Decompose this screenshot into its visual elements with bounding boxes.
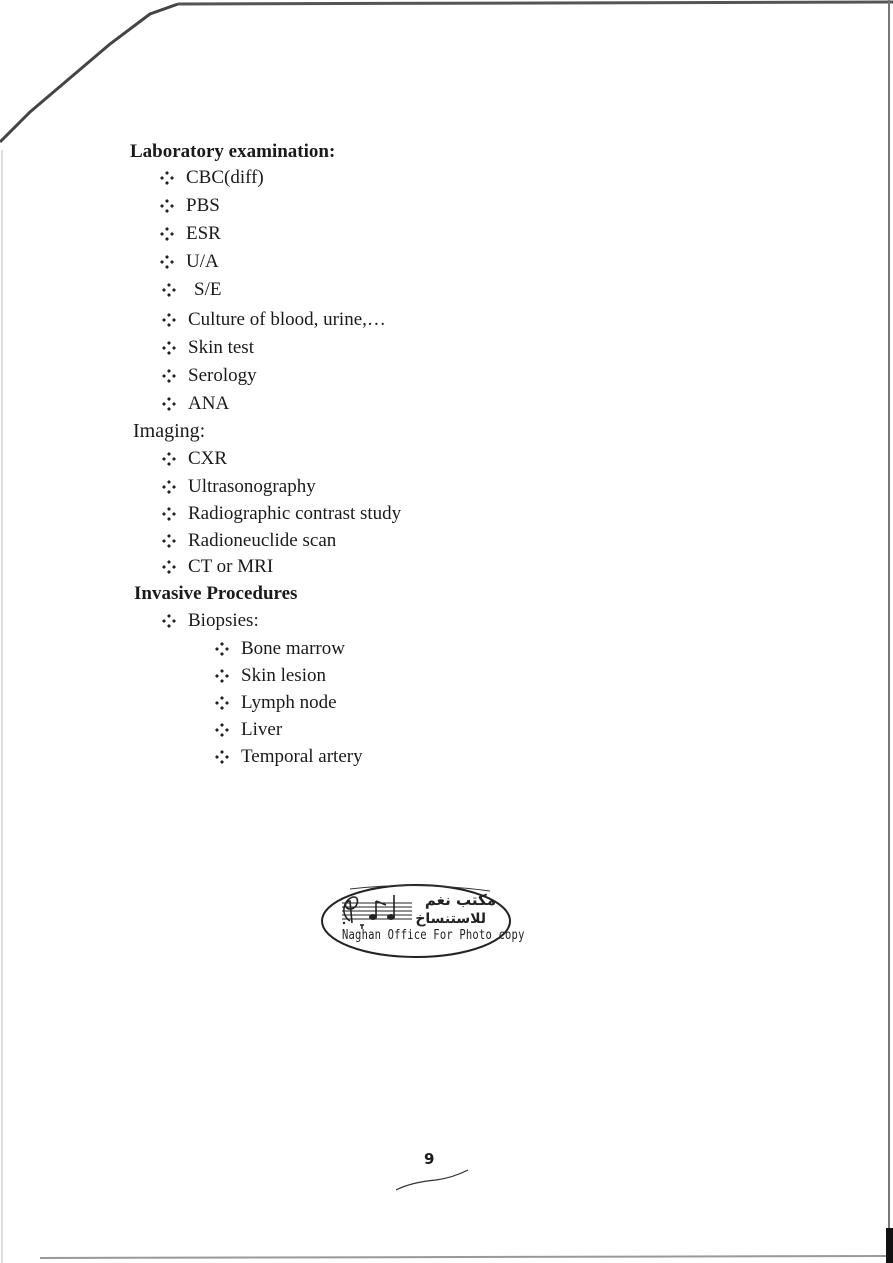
section-heading-laboratory: Laboratory examination:: [130, 141, 336, 162]
list-item: [162, 502, 401, 526]
list-item-label: CXR: [188, 448, 228, 469]
list-item: [162, 308, 386, 332]
list-item: [162, 555, 273, 579]
sub-list-item: [215, 664, 326, 688]
list-item-label: Serology: [188, 365, 257, 386]
four-diamond-bullet-icon: [215, 669, 229, 683]
four-diamond-bullet-icon: [162, 313, 176, 327]
photocopy-office-stamp: [320, 883, 525, 959]
list-item-label: Radioneuclide scan: [188, 530, 337, 551]
list-item: [160, 222, 221, 246]
section-heading-imaging: Imaging:: [133, 420, 206, 442]
list-item-label: ANA: [188, 393, 230, 414]
list-item-label: Skin test: [188, 337, 254, 358]
four-diamond-bullet-icon: [162, 369, 176, 383]
list-item-label: U/A: [186, 251, 219, 272]
page-number: 9: [424, 1150, 435, 1168]
four-diamond-bullet-icon: [162, 560, 176, 574]
four-diamond-bullet-icon: [215, 696, 229, 710]
four-diamond-bullet-icon: [160, 171, 174, 185]
svg-text:مكتب نغم: مكتب نغم: [424, 891, 496, 909]
list-item: [162, 364, 257, 388]
four-diamond-bullet-icon: [162, 614, 176, 628]
sub-list-item-label: Bone marrow: [241, 638, 345, 659]
list-item: [162, 475, 316, 499]
four-diamond-bullet-icon: [162, 534, 176, 548]
four-diamond-bullet-icon: [160, 227, 174, 241]
list-item: [162, 278, 221, 302]
four-diamond-bullet-icon: [162, 452, 176, 466]
list-item-label: Culture of blood, urine,…: [188, 309, 386, 330]
four-diamond-bullet-icon: [162, 341, 176, 355]
sub-list-item: [215, 637, 345, 661]
list-item: [160, 166, 264, 190]
section-heading-invasive-procedures: Invasive Procedures: [134, 583, 298, 604]
sub-list-item-label: Skin lesion: [241, 665, 326, 686]
four-diamond-bullet-icon: [162, 507, 176, 521]
list-item: [162, 609, 259, 633]
four-diamond-bullet-icon: [215, 750, 229, 764]
four-diamond-bullet-icon: [162, 397, 176, 411]
four-diamond-bullet-icon: [215, 723, 229, 737]
list-item-label: CT or MRI: [188, 556, 274, 577]
sub-list-item: [215, 718, 282, 742]
four-diamond-bullet-icon: [215, 642, 229, 656]
sub-list-item-label: Temporal artery: [241, 746, 363, 767]
list-item: [162, 336, 254, 360]
list-item-label: PBS: [186, 195, 220, 216]
list-item-label: Biopsies:: [188, 610, 259, 631]
svg-text:للاستنساخ: للاستنساخ: [415, 911, 486, 927]
list-item-label: CBC(diff): [186, 167, 264, 188]
list-item: [162, 447, 227, 471]
stamp-latin-text: Naghan Office For Photo copy: [342, 927, 525, 943]
list-item: [160, 250, 219, 274]
sub-list-item-label: Liver: [241, 719, 283, 740]
sub-list-item: [215, 745, 363, 769]
stamp-graphic: [320, 883, 512, 959]
four-diamond-bullet-icon: [162, 480, 176, 494]
four-diamond-bullet-icon: [160, 199, 174, 213]
four-diamond-bullet-icon: [162, 283, 176, 297]
list-item-label: S/E: [194, 279, 222, 300]
list-item: [162, 392, 229, 416]
sub-list-item-label: Lymph node: [241, 692, 337, 713]
list-item-label: Ultrasonography: [188, 476, 316, 497]
sub-list-item: [215, 691, 337, 715]
pen-stroke-underline: [392, 1164, 472, 1194]
list-item: [160, 194, 220, 218]
list-item-label: Radiographic contrast study: [188, 503, 402, 524]
list-item: [162, 529, 336, 553]
four-diamond-bullet-icon: [160, 255, 174, 269]
list-item-label: ESR: [186, 223, 221, 244]
